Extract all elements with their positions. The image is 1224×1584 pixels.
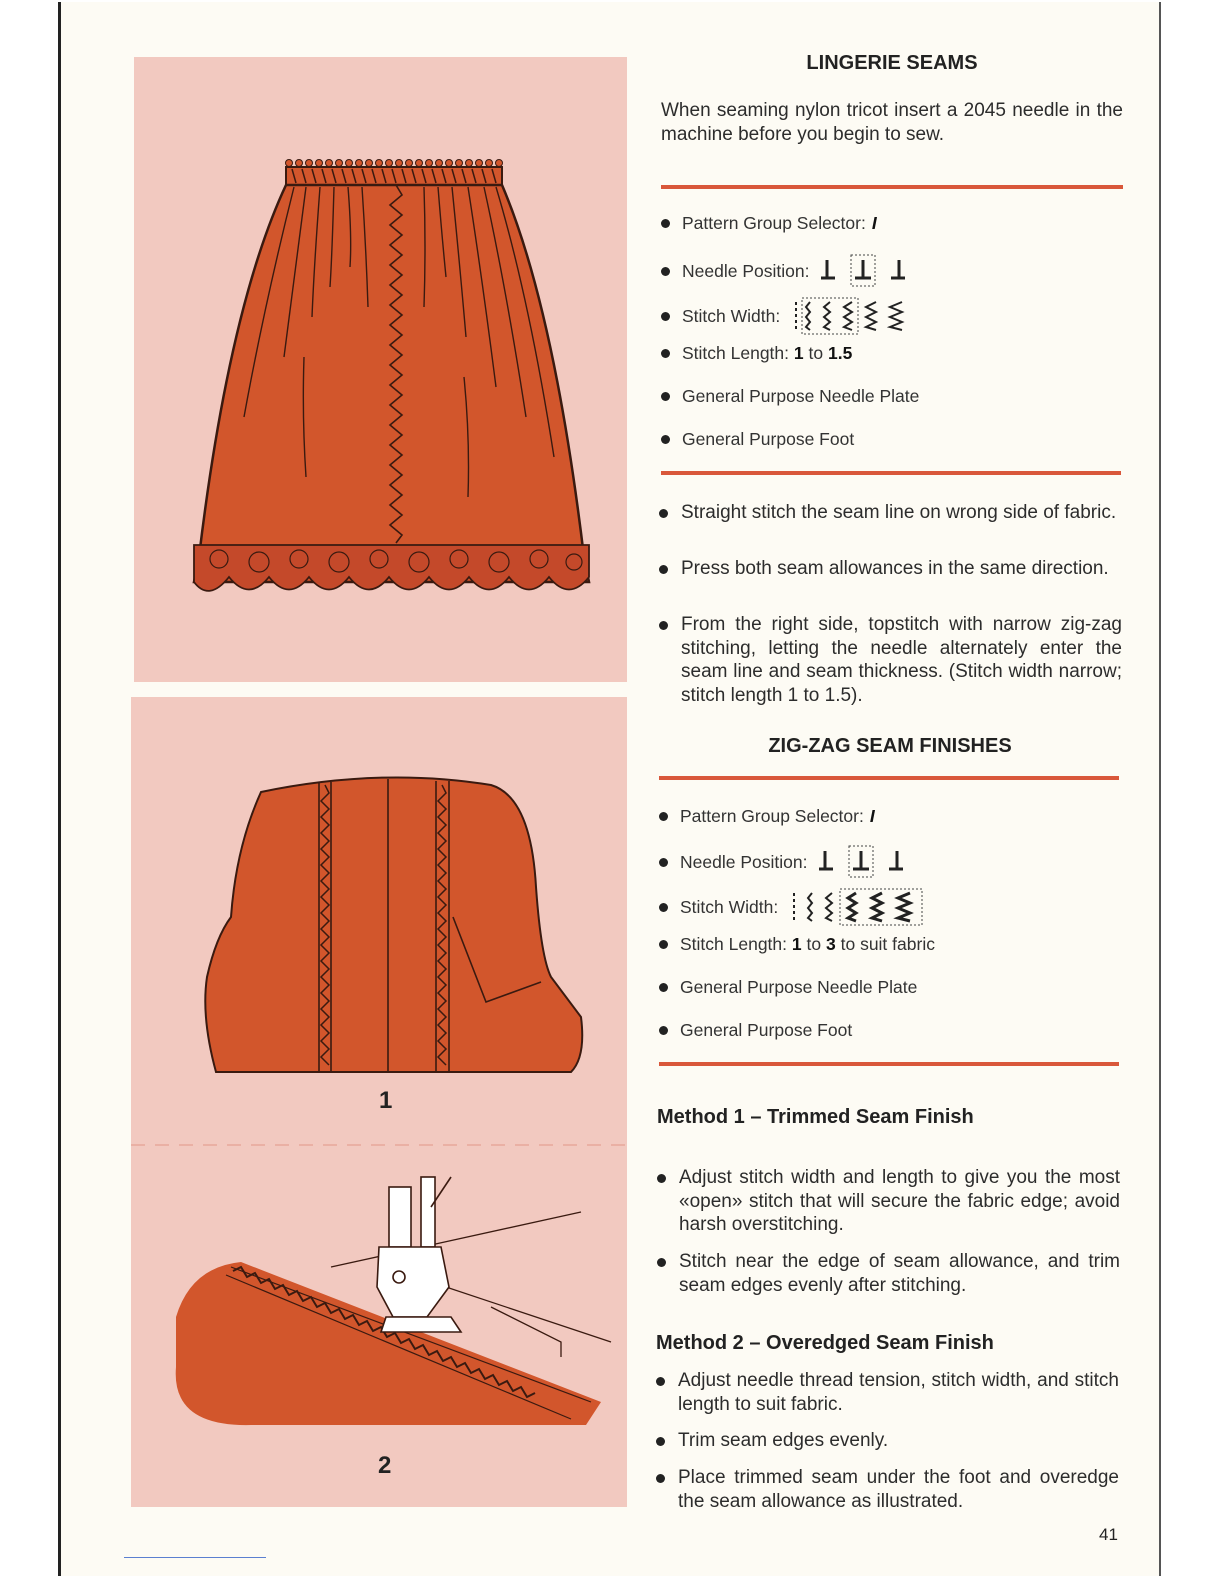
figure-2-label: 2 <box>378 1452 392 1479</box>
presser-foot-illustration <box>131 1167 627 1487</box>
zigzag-stitch-length: Stitch Length: 1 to 3 to suit fabric <box>659 933 935 955</box>
method-1-step-2: Stitch near the edge of seam allowance, and trim seam edges evenly after stitching. <box>657 1250 1120 1297</box>
bullet <box>656 1474 665 1483</box>
manual-page <box>58 2 1161 1576</box>
bullet <box>659 983 668 992</box>
seam-panel <box>131 697 627 1507</box>
bullet <box>657 1174 666 1183</box>
method-2-title: Method 2 – Overedged Seam Finish <box>656 1332 994 1354</box>
footer-link-line <box>124 1557 266 1558</box>
lingerie-stitch-width: Stitch Width: <box>661 296 920 336</box>
skirt-illustration <box>134 57 627 682</box>
method-1-title: Method 1 – Trimmed Seam Finish <box>657 1106 974 1128</box>
skirt-panel <box>134 57 627 682</box>
lingerie-needle-plate: General Purpose Needle Plate <box>661 385 919 407</box>
bullet <box>661 392 670 401</box>
rule-3 <box>659 776 1119 780</box>
zigzag-title: ZIG-ZAG SEAM FINISHES <box>768 735 1012 757</box>
lingerie-foot: General Purpose Foot <box>661 428 854 450</box>
method-1-step-1: Adjust stitch width and length to give you the most «open» stitch that will secure the fabric edge; avoid harsh overstitching. <box>657 1166 1120 1237</box>
bullet <box>659 903 668 912</box>
bullet <box>659 940 668 949</box>
bullet <box>659 509 668 518</box>
zigzag-needle-plate: General Purpose Needle Plate <box>659 976 917 998</box>
zigzag-stitch-width: Stitch Width: <box>659 887 928 927</box>
method-2-step-2: Trim seam edges evenly. <box>656 1429 1119 1453</box>
divider-dashed <box>131 1143 627 1147</box>
figure-1-label: 1 <box>379 1087 393 1114</box>
bullet <box>661 312 670 321</box>
bullet <box>661 219 670 228</box>
bullet <box>659 812 668 821</box>
bullet <box>659 858 668 867</box>
rule-4 <box>659 1062 1119 1066</box>
zigzag-needle-position: Needle Position: <box>659 845 907 879</box>
lingerie-needle-position: Needle Position: <box>661 254 909 288</box>
bullet <box>661 349 670 358</box>
zigzag-pattern-selector: Pattern Group Selector: I <box>659 805 875 827</box>
bullet <box>657 1258 666 1267</box>
seam-swatch-illustration <box>131 697 627 1137</box>
bullet <box>661 435 670 444</box>
needle-position-icon <box>817 845 907 879</box>
pattern-value: I <box>869 806 875 826</box>
lingerie-step-2: Press both seam allowances in the same direction. <box>659 557 1122 581</box>
stitch-width-icon <box>790 296 920 336</box>
page-number: 41 <box>1099 1525 1118 1544</box>
lingerie-title: LINGERIE SEAMS <box>806 52 978 74</box>
bullet <box>656 1377 665 1386</box>
lingerie-pattern-selector: Pattern Group Selector: I <box>661 212 877 234</box>
lingerie-step-3: From the right side, topstitch with narrow zig-zag stitching, letting the needle alternately enter the seam line and seam thickness. (Stitch width narrow; stitch length 1 to 1.5). <box>659 613 1122 707</box>
bullet <box>656 1437 665 1446</box>
method-2-step-3: Place trimmed seam under the foot and overedge the seam allowance as illustrated. <box>656 1466 1119 1513</box>
bullet <box>661 267 670 276</box>
lingerie-stitch-length: Stitch Length: 1 to 1.5 <box>661 342 852 364</box>
rule-1 <box>661 185 1123 189</box>
rule-2 <box>661 471 1121 475</box>
needle-position-icon <box>819 254 909 288</box>
method-2-step-1: Adjust needle thread tension, stitch width, and stitch length to suit fabric. <box>656 1369 1119 1416</box>
lingerie-step-1: Straight stitch the seam line on wrong side of fabric. <box>659 501 1122 525</box>
lingerie-intro: When seaming nylon tricot insert a 2045 needle in the machine before you begin to sew. <box>661 100 1123 145</box>
zigzag-foot: General Purpose Foot <box>659 1019 852 1041</box>
bullet <box>659 565 668 574</box>
stitch-width-icon <box>788 887 928 927</box>
pattern-value: I <box>871 213 877 233</box>
bullet <box>659 1026 668 1035</box>
bullet <box>659 621 668 630</box>
